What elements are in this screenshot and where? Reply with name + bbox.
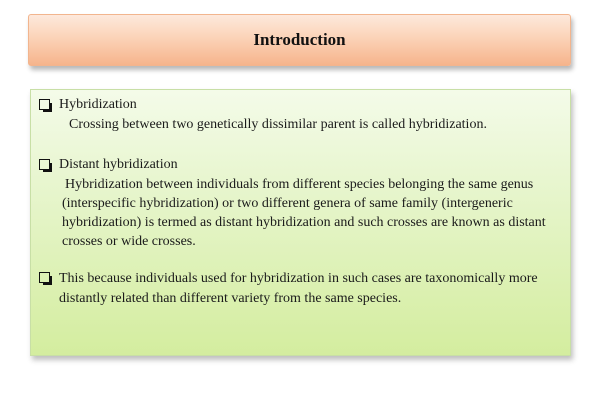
bullet-item xyxy=(39,156,556,173)
section-hybridization xyxy=(39,96,556,134)
bullet-item xyxy=(39,269,556,309)
section-text: Crossing between two genetically dissimilar parent is called hybridization. xyxy=(69,117,487,132)
content-panel xyxy=(30,89,571,356)
title-banner xyxy=(28,14,571,66)
checkbox-bullet-icon xyxy=(39,159,50,170)
section-heading: Hybridization xyxy=(59,97,137,112)
slide-title: Introduction xyxy=(253,30,346,49)
section-text: Hybridization between individuals from different species belonging the same genus (interspecific hybridization) or two different genera of same family (intergeneric hybridization) is termed as distant hybridization and such crosses are known as distant crosses or wide crosses. xyxy=(62,177,546,249)
bullet-item xyxy=(39,96,556,113)
section-heading: Distant hybridization xyxy=(59,157,178,172)
section-text: This because individuals used for hybridization in such cases are taxonomically more distantly related than different variety from the same species. xyxy=(59,271,538,306)
section-distant-hybridization xyxy=(39,156,556,251)
checkbox-bullet-icon xyxy=(39,272,50,283)
checkbox-bullet-icon xyxy=(39,99,50,110)
section-explanation xyxy=(39,269,556,309)
